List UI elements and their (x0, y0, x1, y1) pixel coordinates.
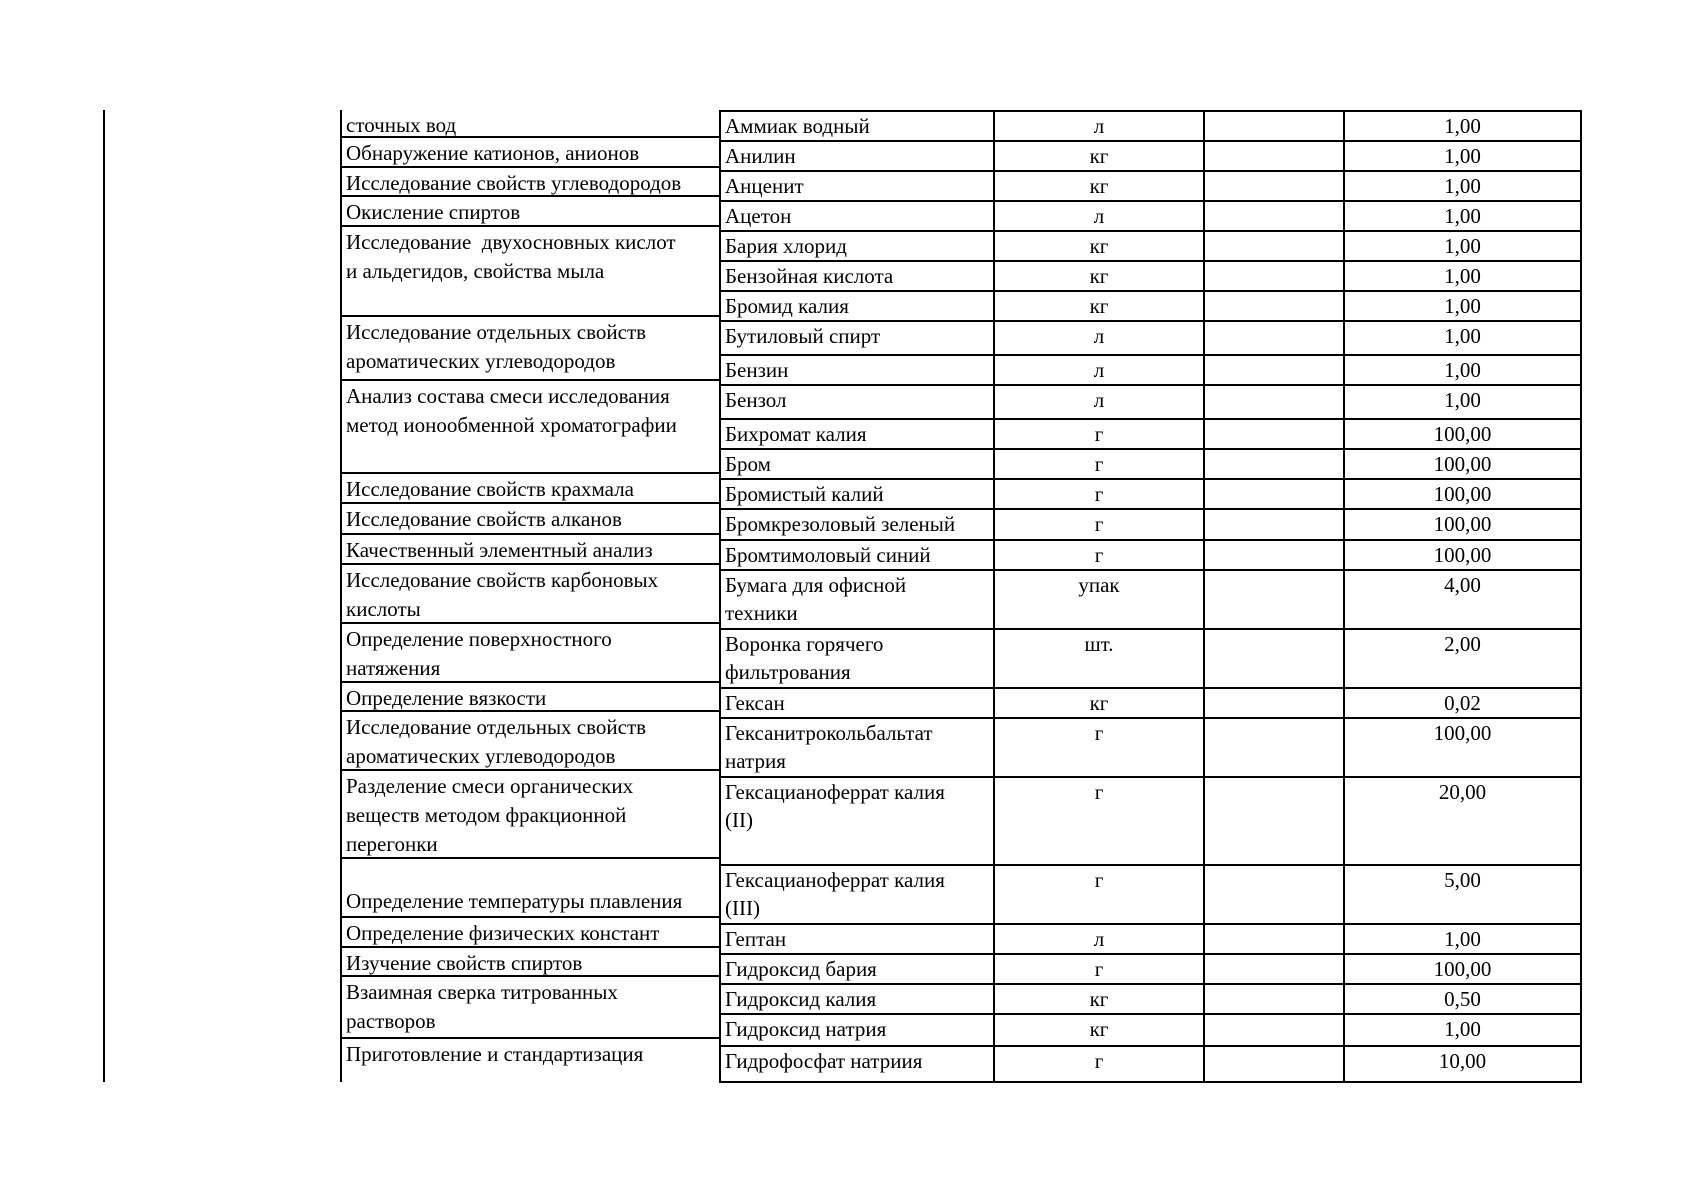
material-qty: 1,00 (1344, 291, 1581, 321)
material-unit: л (994, 201, 1204, 231)
table-row (720, 570, 1581, 629)
material-name: Анценит (720, 171, 994, 201)
material-name: Гексан (720, 688, 994, 718)
empty-cell (1204, 954, 1344, 984)
material-qty: 20,00 (1344, 777, 1581, 865)
table-row (720, 540, 1581, 570)
table-row (720, 355, 1581, 385)
material-qty: 100,00 (1344, 954, 1581, 984)
empty-cell (1204, 231, 1344, 261)
material-qty: 1,00 (1344, 385, 1581, 419)
table-row (720, 865, 1581, 924)
material-unit: кг (994, 688, 1204, 718)
task-cell: Приготовление и стандартизация (346, 1042, 644, 1066)
material-unit: шт. (994, 629, 1204, 688)
material-unit: г (994, 509, 1204, 540)
material-unit: кг (994, 261, 1204, 291)
material-unit: г (994, 718, 1204, 777)
table-row (720, 984, 1581, 1014)
material-unit: кг (994, 171, 1204, 201)
task-cell: Изучение свойств спиртов (342, 948, 720, 977)
table-row (720, 419, 1581, 449)
empty-cell (1204, 1046, 1344, 1082)
task-cell: Определение вязкости (342, 683, 720, 712)
task-cell: Исследование отдельных свойств ароматических углеводородов (342, 712, 720, 771)
task-cell: Исследование свойств алканов (342, 504, 720, 535)
material-name: Воронка горячего фильтрования (720, 629, 994, 688)
material-name: Гексацианоферрат калия (II) (720, 777, 994, 865)
material-unit: кг (994, 141, 1204, 171)
material-qty: 2,00 (1344, 629, 1581, 688)
empty-cell (1204, 141, 1344, 171)
material-name: Бензойная кислота (720, 261, 994, 291)
material-unit: г (994, 419, 1204, 449)
materials-table (719, 110, 1582, 1083)
material-name: Ацетон (720, 201, 994, 231)
material-unit: кг (994, 231, 1204, 261)
table-row (720, 924, 1581, 954)
table-row (720, 171, 1581, 201)
material-name: Гидроксид калия (720, 984, 994, 1014)
material-qty: 4,00 (1344, 570, 1581, 629)
material-name: Гидроксид бария (720, 954, 994, 984)
table-row (720, 954, 1581, 984)
material-name: Аммиак водный (720, 111, 994, 141)
empty-cell (1204, 111, 1344, 141)
material-name: Гексанитрокольбальтат натрия (720, 718, 994, 777)
table-row (720, 261, 1581, 291)
task-cell: Определение температуры плавления (342, 859, 720, 918)
material-unit: кг (994, 1014, 1204, 1046)
material-unit: л (994, 321, 1204, 355)
task-cell: Окисление спиртов (342, 197, 720, 227)
material-unit: упак (994, 570, 1204, 629)
task-cell: Исследование свойств крахмала (342, 474, 720, 504)
empty-cell (1204, 540, 1344, 570)
table-row (720, 201, 1581, 231)
task-cell: Исследование свойств углеводородов (342, 168, 720, 197)
empty-cell (1204, 924, 1344, 954)
empty-cell (1204, 479, 1344, 509)
material-unit: г (994, 777, 1204, 865)
material-qty: 1,00 (1344, 924, 1581, 954)
empty-cell (1204, 291, 1344, 321)
empty-cell (1204, 385, 1344, 419)
task-cell: Исследование двухосновных кислот и альдегидов, свойства мыла (342, 227, 720, 317)
table-row (720, 629, 1581, 688)
material-unit: л (994, 924, 1204, 954)
empty-cell (1204, 419, 1344, 449)
material-name: Анилин (720, 141, 994, 171)
material-unit: г (994, 479, 1204, 509)
empty-cell (1204, 509, 1344, 540)
material-qty: 1,00 (1344, 171, 1581, 201)
empty-cell (1204, 171, 1344, 201)
material-qty: 5,00 (1344, 865, 1581, 924)
material-name: Бромид калия (720, 291, 994, 321)
material-name: Бром (720, 449, 994, 479)
table-row (720, 141, 1581, 171)
material-unit: л (994, 385, 1204, 419)
empty-cell (1204, 321, 1344, 355)
material-unit: г (994, 540, 1204, 570)
material-name: Бензол (720, 385, 994, 419)
material-qty: 1,00 (1344, 321, 1581, 355)
material-unit: г (994, 1046, 1204, 1082)
material-qty: 1,00 (1344, 111, 1581, 141)
table-row (720, 321, 1581, 355)
empty-cell (1204, 355, 1344, 385)
task-cell: Обнаружение катионов, анионов (342, 138, 720, 168)
empty-cell (1204, 449, 1344, 479)
page-margin-rule (103, 110, 105, 1082)
material-qty: 1,00 (1344, 231, 1581, 261)
empty-cell (1204, 201, 1344, 231)
material-qty: 100,00 (1344, 419, 1581, 449)
material-unit: г (994, 865, 1204, 924)
task-cell: Разделение смеси органических веществ методом фракционной перегонки (342, 771, 720, 859)
material-unit: г (994, 954, 1204, 984)
material-qty: 0,02 (1344, 688, 1581, 718)
material-name: Бумага для офисной техники (720, 570, 994, 629)
material-qty: 100,00 (1344, 479, 1581, 509)
material-unit: г (994, 449, 1204, 479)
table-row (720, 231, 1581, 261)
material-qty: 100,00 (1344, 540, 1581, 570)
empty-cell (1204, 629, 1344, 688)
material-name: Бромкрезоловый зеленый (720, 509, 994, 540)
material-qty: 1,00 (1344, 141, 1581, 171)
task-cell: сточных вод (342, 110, 720, 138)
material-name: Бутиловый спирт (720, 321, 994, 355)
task-cell: Взаимная сверка титрованных растворов (342, 977, 720, 1039)
task-column (340, 110, 722, 1082)
table-row (720, 688, 1581, 718)
material-name: Бромистый калий (720, 479, 994, 509)
material-name: Гексацианоферрат калия (III) (720, 865, 994, 924)
material-qty: 1,00 (1344, 201, 1581, 231)
material-unit: л (994, 111, 1204, 141)
material-name: Бария хлорид (720, 231, 994, 261)
material-qty: 0,50 (1344, 984, 1581, 1014)
material-unit: кг (994, 984, 1204, 1014)
material-unit: кг (994, 291, 1204, 321)
table-row (720, 111, 1581, 141)
material-name: Гидроксид натрия (720, 1014, 994, 1046)
task-cell: Исследование свойств карбоновых кислоты (342, 565, 720, 624)
material-qty: 100,00 (1344, 449, 1581, 479)
task-cell: Исследование отдельных свойств ароматических углеводородов (342, 317, 720, 381)
task-cell: Определение поверхностного натяжения (342, 624, 720, 683)
task-cell: Определение физических констант (342, 918, 720, 948)
table-row (720, 718, 1581, 777)
empty-cell (1204, 718, 1344, 777)
material-qty: 1,00 (1344, 261, 1581, 291)
material-qty: 100,00 (1344, 509, 1581, 540)
empty-cell (1204, 1014, 1344, 1046)
task-cell: Анализ состава смеси исследования метод ионообменной хроматографии (342, 381, 720, 474)
table-row (720, 449, 1581, 479)
material-name: Бензин (720, 355, 994, 385)
material-name: Гидрофосфат натриия (720, 1046, 994, 1082)
material-name: Бихромат калия (720, 419, 994, 449)
empty-cell (1204, 570, 1344, 629)
empty-cell (1204, 865, 1344, 924)
material-qty: 1,00 (1344, 355, 1581, 385)
material-name: Бромтимоловый синий (720, 540, 994, 570)
material-qty: 10,00 (1344, 1046, 1581, 1082)
table-row (720, 385, 1581, 419)
task-cell: Качественный элементный анализ (342, 535, 720, 565)
material-name: Гептан (720, 924, 994, 954)
table-row (720, 479, 1581, 509)
empty-cell (1204, 984, 1344, 1014)
table-row (720, 777, 1581, 865)
table-row (720, 1046, 1581, 1082)
table-row (720, 1014, 1581, 1046)
empty-cell (1204, 777, 1344, 865)
empty-cell (1204, 261, 1344, 291)
material-unit: л (994, 355, 1204, 385)
table-row (720, 291, 1581, 321)
material-qty: 1,00 (1344, 1014, 1581, 1046)
empty-cell (1204, 688, 1344, 718)
table-row (720, 509, 1581, 540)
material-qty: 100,00 (1344, 718, 1581, 777)
